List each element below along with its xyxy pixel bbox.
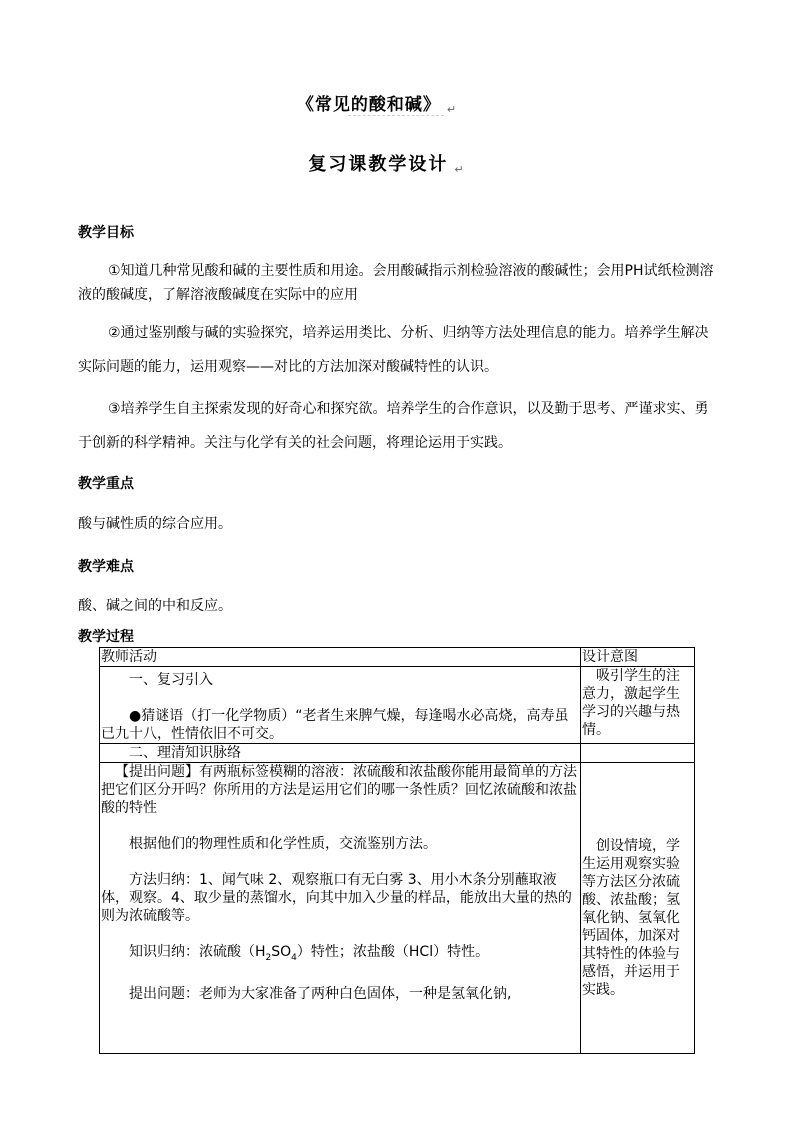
- table-cell: [100, 744, 581, 763]
- goal-item-1: ①知道几种常见酸和碱的主要性质和用途。会用酸碱指示剂检验溶液的酸碱性；会用PH试纸检测溶液的酸碱度，了解溶液酸碱度在实际中的应用: [78, 263, 714, 303]
- difficulties-text: 酸、碱之间的中和反应。: [78, 598, 232, 614]
- riddle-text: ●猜谜语（打一化学物质）“老者生来脾气燥，每逢喝水必高烧，高寿虽已九十八，性情依旧不可交。: [101, 708, 569, 742]
- table-cell: [581, 667, 695, 744]
- section-heading-goals: 教学目标: [78, 225, 134, 241]
- document-title-text: 《常见的酸和碱》: [296, 95, 441, 115]
- table-row: [100, 744, 695, 763]
- next-question-text: 提出问题：老师为大家准备了两种白色固体，一种是氢氧化钠,: [129, 985, 512, 1002]
- section-heading-key-points: 教学重点: [78, 476, 134, 492]
- table-cell: [100, 763, 581, 1054]
- document-subtitle-text: 复习课教学设计: [308, 154, 449, 175]
- goal-item-3: ③培养学生自主探索发现的好奇心和探究欲。培养学生的合作意识，以及勤于思考、严谨求实、勇于创新的科学精神。关注与化学有关的社会问题，将理论运用于实践。: [78, 401, 709, 451]
- table-header-cell: 设计意图: [581, 648, 695, 667]
- teaching-process-table: [99, 647, 695, 1054]
- document-title: [0, 90, 774, 116]
- design-intent-text: 创设情境，学生运用观察实验等方法区分浓硫酸、浓盐酸；氢氧化钠、氢氧化钙固体，加深对其特性的体验与感悟，并运用于实践。: [582, 838, 680, 998]
- table-row: [100, 763, 695, 1054]
- goal-item-2: ②通过鉴别酸与碱的实验探究，培养运用类比、分析、归纳等方法处理信息的能力。培养学生解决实际问题的能力，运用观察——对比的方法加深对酸碱特性的认识。: [78, 325, 709, 375]
- table-header-row: [100, 648, 695, 667]
- key-points-text: 酸与碱性质的综合应用。: [78, 516, 232, 532]
- paragraph-mark-icon: ↵: [446, 103, 458, 116]
- row-title: 二、理清知识脉络: [129, 745, 241, 761]
- section-heading-process: 教学过程: [78, 629, 134, 645]
- table-cell: [100, 667, 581, 744]
- table-header-cell: 教师活动: [100, 648, 581, 667]
- table-cell: [581, 763, 695, 1054]
- method-summary-text: 方法归纳：1、闻气味 2、观察瓶口有无白雾 3、用小木条分别蘸取液体，观察。4、取少量的蒸馏水，向其中加入少量的样品，能放出大量的热的则为浓硫酸等。: [101, 872, 572, 924]
- section-heading-difficulties: 教学难点: [78, 559, 134, 575]
- method-intro-text: 根据他们的物理性质和化学性质，交流鉴别方法。: [129, 836, 437, 852]
- document-subtitle: [0, 150, 784, 176]
- table-row: [100, 667, 695, 744]
- knowledge-summary-text: 知识归纳：浓硫酸$(H_2SO_4)$特性；浓盐酸（HCl）特性。: [129, 944, 490, 963]
- question-text: 【提出问题】有两瓶标签模糊的溶液：浓硫酸和浓盐酸你能用最简单的方法把它们区分开吗？你所用的方法是运用它们的哪一条性质？回忆浓硫酸和浓盐酸的特性: [101, 764, 577, 816]
- table-cell: [581, 744, 695, 763]
- design-intent-text: 吸引学生的注意力，激起学生学习的兴趣与热情。: [582, 668, 680, 738]
- divider: [348, 115, 444, 116]
- row-title: 一、复习引入: [129, 672, 213, 688]
- paragraph-mark-icon: ↵: [454, 163, 466, 176]
